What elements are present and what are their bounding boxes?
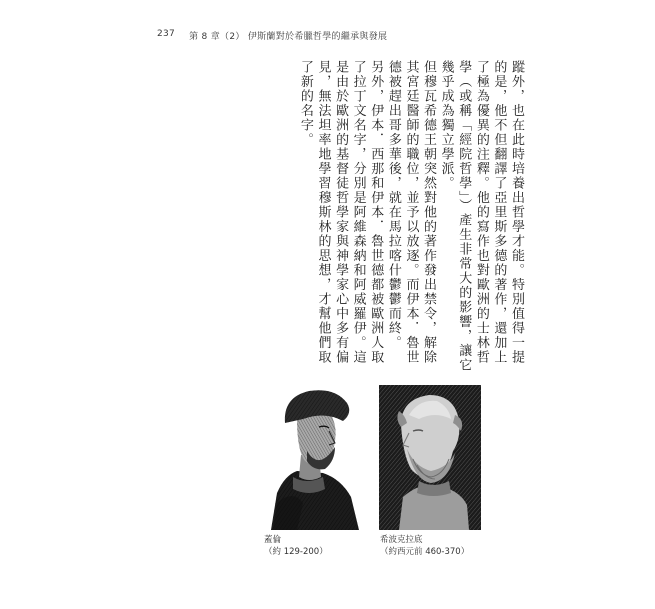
paragraph: 蹤外，也在此時培養出哲學才能。特別值得一提的是，他不但翻譯了亞里斯多德的著作，還加上了極為優異的注釋。他的寫作也對歐洲的士林哲學（或稱「經院哲學」）產生非常大的影響，讓它幾乎成為獨立學派。 (438, 60, 524, 373)
paragraph: 但穆瓦希德王朝突然對他的著作發出禁令，解除其宮廷醫師的職位，並予以放逐。而伊本．魯世德被趕出哥多華後，就在馬拉喀什鬱鬱而終。 (385, 60, 437, 365)
figure-dates: （約 129-200） (264, 547, 328, 557)
chapter-title: 第 8 章（2） 伊斯蘭對於希臘哲學的繼承與發展 (189, 32, 388, 42)
galen-caption (264, 534, 328, 558)
galen-portrait (263, 385, 364, 530)
body-text (250, 60, 525, 375)
figure-name: 蓋倫 (264, 535, 282, 545)
hippocrates-portrait (379, 385, 481, 530)
figure-dates: （約西元前 460-370） (380, 547, 470, 557)
page-number: 237 (157, 29, 176, 39)
hippocrates-caption (380, 534, 469, 558)
paragraph: 另外，伊本．西那和伊本．魯世德都被歐洲人取了拉丁文名字，分別是阿維森納和阿威羅伊。這是由於歐洲的基督徒哲學家與神學家心中多有偏見，無法坦率地學習穆斯林的思想，才幫他們取了新的名字。 (297, 60, 384, 365)
figure-name: 希波克拉底 (380, 535, 423, 545)
running-header (157, 29, 387, 42)
